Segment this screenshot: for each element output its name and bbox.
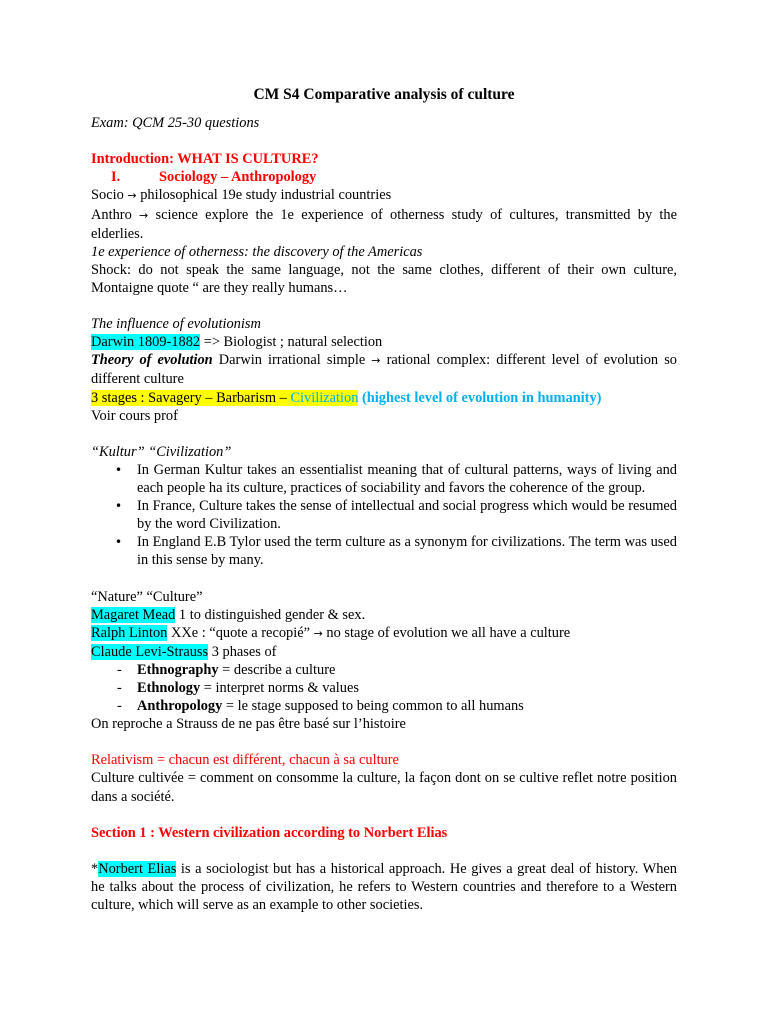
- arrow-right-icon: →: [139, 208, 149, 222]
- list-item: • In England E.B Tylor used the term culture as a synonym for civilizations. The term was used in this sense by many.: [91, 533, 677, 569]
- levi-name-highlight: Claude Levi-Strauss: [91, 643, 209, 660]
- spacer: [91, 297, 677, 315]
- spacer: [91, 806, 677, 824]
- section-1-heading: Section 1 : Western civilization according to Norbert Elias: [91, 824, 448, 841]
- theory-mid: rational complex: different level of evolution so different culture: [91, 352, 677, 388]
- elias-name-highlight: Norbert Elias: [98, 860, 177, 877]
- socio-post: philosophical 19e study industrial countries: [136, 187, 392, 204]
- spacer: [91, 569, 677, 587]
- list-item: [91, 697, 677, 715]
- list-item: [91, 661, 677, 679]
- exam-line: Exam: QCM 25-30 questions: [91, 115, 260, 132]
- section-i-heading: [91, 168, 677, 186]
- intro-heading: Introduction: WHAT IS CULTURE?: [91, 151, 319, 168]
- list-item: [91, 679, 677, 697]
- spacer: [91, 425, 677, 443]
- reproche-line: On reproche a Strauss de ne pas être basé sur l’histoire: [91, 716, 406, 733]
- levi-line: [91, 643, 677, 661]
- theory-line: [91, 351, 677, 388]
- list-item: • In France, Culture takes the sense of intellectual and social progress which would be resumed by the word Civilization.: [91, 497, 677, 533]
- arrow-right-icon: →: [371, 354, 381, 368]
- culture-cultivee-paragraph: Culture cultivée = comment on consomme la culture, la façon dont on se cultive reflet notre position dans a société.: [91, 770, 677, 805]
- arrow-right-icon: →: [127, 189, 137, 203]
- linton-pre: XXe : “quote a recopié”: [167, 624, 314, 641]
- list-item: • In German Kultur takes an essentialist meaning that of cultural patterns, ways of living and each people ha its culture, practices of sociability and favors the coherence of the group.: [91, 461, 677, 497]
- kultur-bullet-list: [91, 461, 677, 570]
- kultur-heading: “Kultur” “Civilization”: [91, 443, 232, 460]
- stages-line: [91, 389, 677, 407]
- section-i-number: I.: [111, 169, 121, 186]
- linton-line: [91, 624, 677, 643]
- relativism-line: Relativism = chacun est différent, chacun à sa culture: [91, 752, 399, 769]
- phase-term: Ethnography: [137, 661, 219, 678]
- mead-line: [91, 606, 677, 624]
- mead-rest: 1 to distinguished gender & sex.: [175, 606, 366, 623]
- levi-rest: 3 phases of: [208, 643, 277, 660]
- document-title: CM S4 Comparative analysis of culture: [253, 86, 515, 103]
- spacer: [91, 733, 677, 751]
- section-i-label: Sociology – Anthropology: [159, 169, 317, 186]
- nature-culture-heading: “Nature” “Culture”: [91, 588, 203, 605]
- civilization-word: Civilization: [290, 389, 359, 406]
- elias-star: *: [91, 860, 99, 877]
- document-page: [91, 86, 677, 914]
- socio-pre: Socio: [91, 187, 128, 204]
- phase-term: Anthropology: [137, 698, 223, 715]
- theory-label: Theory of evolution: [91, 352, 213, 369]
- phase-def: = interpret norms & values: [200, 680, 359, 696]
- mead-name-highlight: Magaret Mead: [91, 606, 176, 623]
- phase-def: = describe a culture: [218, 661, 336, 678]
- stages-text: 3 stages : Savagery – Barbarism –: [91, 389, 291, 406]
- evolutionism-heading: The influence of evolutionism: [91, 316, 261, 333]
- elias-rest: is a sociologist but has a historical approach. He gives a great deal of history. When he talks about the process of civilization, he refers to Western countries and therefore to a Western culture, which will serve as an example to other societies.: [91, 860, 678, 914]
- darwin-rest: => Biologist ; natural selection: [200, 334, 383, 351]
- darwin-name-highlight: Darwin 1809-1882: [91, 334, 201, 351]
- spacer: [91, 132, 677, 150]
- anthro-post: science explore the 1e experience of otherness study of cultures, transmitted by the elderlies.: [91, 206, 677, 242]
- stages-note: (highest level of evolution in humanity): [358, 389, 602, 406]
- stages-highlight: [91, 390, 358, 406]
- elias-paragraph: [91, 860, 677, 914]
- voir-line: Voir cours prof: [91, 407, 178, 424]
- phase-def: = le stage supposed to being common to all humans: [222, 698, 524, 715]
- phases-list: [91, 661, 677, 715]
- phase-term: Ethnology: [137, 680, 201, 696]
- anthro-pre: Anthro: [91, 206, 140, 223]
- shock-paragraph: Shock: do not speak the same language, not the same clothes, different of their own culture, Montaigne quote “ are they really humans…: [91, 261, 677, 296]
- arrow-right-icon: →: [313, 626, 323, 640]
- linton-post: no stage of evolution we all have a culture: [322, 624, 571, 641]
- linton-name-highlight: Ralph Linton: [91, 624, 168, 641]
- socio-line: [91, 186, 677, 205]
- darwin-line: [91, 333, 677, 351]
- anthro-line: [91, 206, 677, 243]
- spacer: [91, 842, 677, 860]
- theory-pre: Darwin irrational simple: [212, 352, 372, 369]
- otherness-heading: 1e experience of otherness: the discovery of the Americas: [91, 243, 423, 260]
